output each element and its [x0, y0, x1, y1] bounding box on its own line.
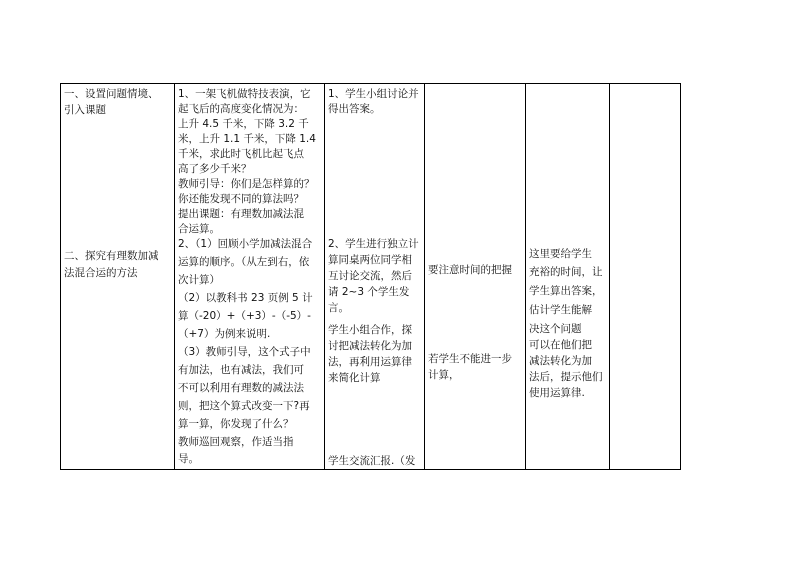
teacher-text-line: 1、一架飞机做特技表演，它 [178, 88, 311, 100]
student-text-line: 2、学生进行独立计 [328, 238, 419, 250]
notes-text-line: 学生算出答案， [529, 285, 603, 297]
teacher-text-line: 算一算，你发现了什么？ [178, 418, 294, 430]
notes-text-line: 法后，提示他们 [529, 371, 603, 383]
teacher-text-line: 算（-20）+（+3）-（-5）- [178, 310, 311, 322]
notes-text-line: 可以在他们把 [529, 339, 592, 351]
notes-text-line: 充裕的时间，让 [529, 266, 603, 278]
table-row [61, 84, 681, 470]
teacher-text-line: 教师引导：你们是怎样算的？ [178, 178, 315, 190]
student-text-line: 来简化计算 [328, 372, 381, 384]
teacher-text-line: 则，把这个算式改变一下?再 [178, 400, 310, 412]
student-text-line: 互讨论交流，然后 [328, 270, 412, 282]
teacher-text-line: 你还能发现不同的算法吗？ [178, 193, 304, 205]
intent-text-line: 计算， [428, 369, 460, 381]
teacher-text-line: 合运算。 [178, 223, 220, 235]
student-text-line: 学生小组合作，探 [328, 324, 412, 336]
notes-text-line: 减法转化为加 [529, 355, 592, 367]
notes-text-line: 这里要给学生 [529, 248, 592, 260]
teacher-text-line: （2）以教科书 23 页例 5 计 [178, 292, 313, 304]
teacher-text-line: 有加法，也有减法，我们可 [178, 364, 304, 376]
teacher-text-line: 起飞后的高度变化情况为： [178, 103, 304, 115]
notes-text-line: 估计学生能解 [529, 304, 592, 316]
student-text-line: 请 2~3 个学生发 [328, 286, 410, 298]
teacher-text-line: 高了多少千米？ [178, 163, 252, 175]
teacher-text-line: 次计算） [178, 274, 220, 286]
student-text-line: 言。 [328, 302, 349, 314]
empty-cell [610, 84, 681, 470]
stage-2-line-2: 法混合运的方法 [64, 267, 138, 279]
teacher-text-line: 千米，求此时飞机比起飞点 [178, 148, 304, 160]
student-text-line: 学生交流汇报.（发 [328, 455, 416, 467]
teacher-text-line: 米，上升 1.1 千米，下降 1.4 [178, 133, 316, 145]
intent-text-line: 要注意时间的把握 [428, 264, 512, 276]
notes-cell [526, 84, 610, 470]
stage-column-cell [61, 84, 175, 470]
intent-text-line: 若学生不能进一步 [428, 353, 512, 365]
teacher-text-line: （3）教师引导，这个式子中 [178, 346, 311, 358]
teacher-text-line: （+7）为例来说明. [178, 328, 271, 340]
teacher-text-line: 不可以利用有理数的减法法 [178, 382, 304, 394]
stage-2-line-1: 二、探究有理数加减 [64, 250, 159, 262]
design-intent-cell [425, 84, 526, 470]
teacher-text-line: 提出课题：有理数加减法混 [178, 208, 304, 220]
notes-text-line: 决这个问题 [529, 323, 582, 335]
stage-1-line-2: 引入课题 [64, 104, 106, 116]
teacher-text-line: 教师巡回观察，作适当指 [178, 436, 294, 448]
teacher-text-line: 运算的顺序。（从左到右，依 [178, 256, 310, 268]
teacher-text-line: 导。 [178, 453, 199, 465]
student-text-line: 1、学生小组讨论并 [328, 88, 419, 100]
student-text-line: 算同桌两位同学相 [328, 254, 412, 266]
teacher-activity-cell [175, 84, 325, 470]
notes-text-line: 使用运算律. [529, 387, 585, 399]
teacher-text-line: 2、（1）回顾小学加减法混合 [178, 238, 313, 250]
student-text-line: 法，再利用运算律 [328, 356, 412, 368]
lesson-plan-table [60, 83, 681, 470]
student-text-line: 得出答案。 [328, 103, 381, 115]
teacher-text-line: 上升 4.5 千米，下降 3.2 千 [178, 118, 309, 130]
student-text-line: 讨把减法转化为加 [328, 340, 412, 352]
stage-1-line-1: 一、设置问题情境、 [64, 88, 159, 100]
student-activity-cell [325, 84, 425, 470]
